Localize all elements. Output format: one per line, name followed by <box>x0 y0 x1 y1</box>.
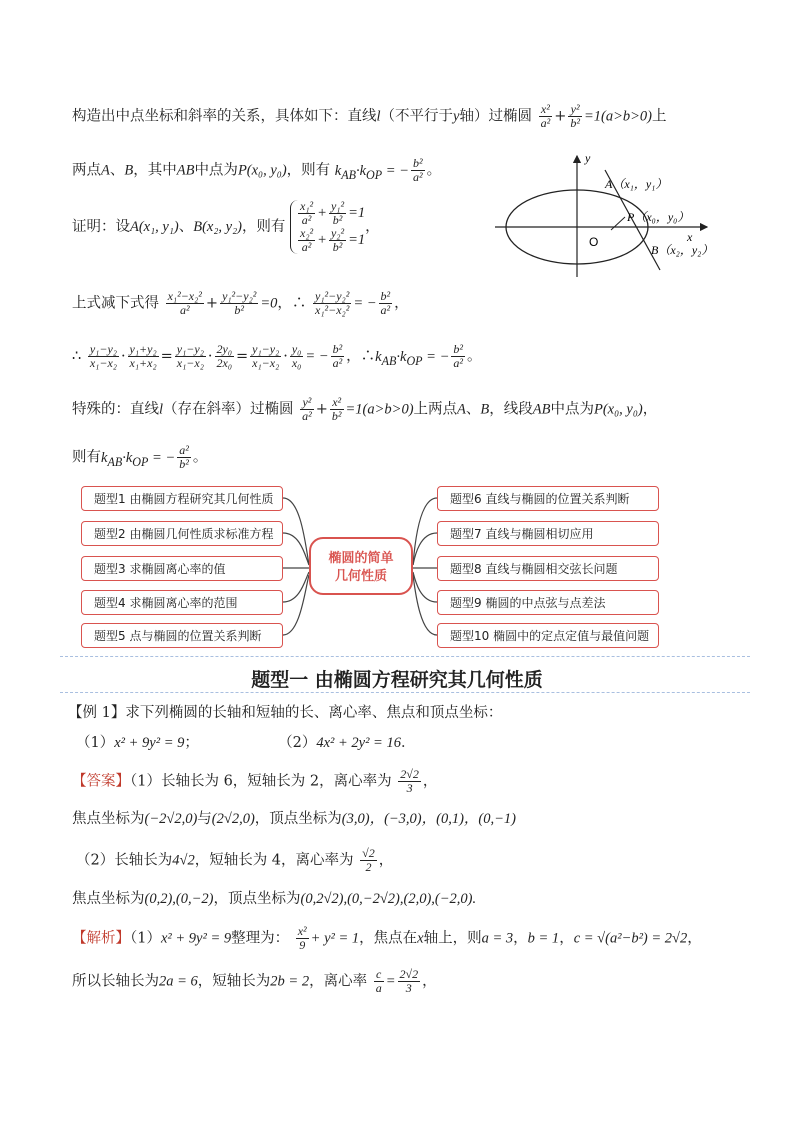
mindmap-left-3: 题型3 求椭圆离心率的值 <box>81 556 283 581</box>
mindmap-right-5: 题型10 椭圆中的定点定值与最值问题 <box>437 623 659 648</box>
mindmap-right-3: 题型8 直线与椭圆相交弦长问题 <box>437 556 659 581</box>
mindmap-center: 椭圆的简单 几何性质 <box>309 537 413 595</box>
graph-point-b: B（x₂，y₂） <box>651 243 714 257</box>
section-separator-top <box>60 656 750 657</box>
analysis-line-1: 【解析】（1）x² + 9y² = 9整理为： $\frac{\text{x²}}{9}$ + y² = 1，焦点在x轴上，则a = 3，b = 1，c = √(a²−b²) = 2√2， <box>72 924 702 952</box>
mindmap-right-4: 题型9 椭圆的中点弦与点差法 <box>437 590 659 615</box>
ellipse-graph <box>495 150 715 280</box>
intro-line-1: 构造出中点坐标和斜率的关系，具体如下：直线l（不平行于y轴）过椭圆 $\frac{\text{x²}}{\text{a²}}$ + $\frac{\text{y²}}{\text{b²}}$ =1(a>b>0)上 <box>72 102 667 130</box>
graph-point-a: A（x₁，y₁） <box>605 177 668 191</box>
graph-point-p: P（x₀，y₀） <box>627 210 690 224</box>
proof-line: 证明：设A(x₁, y₁)、B(x₂, y₂)，则有 $\frac{\text{x₁²}}{\text{a²}}$ + $\frac{\text{y₁²}}{\text{b²}}$ =1 $\frac{\text{x₂²}}{\text{a²}}$ + $\frac{\text{y₂²}}{\text{b²}}$ =1 ， <box>72 199 380 254</box>
mindmap-left-2: 题型2 由椭圆几何性质求标准方程 <box>81 521 283 546</box>
answer-line-2: 焦点坐标为(−2√2,0)与(2√2,0)，顶点坐标为(3,0)，(−3,0)，(0,1)，(0,−1) <box>72 811 516 827</box>
therefore-line: ∴ $\frac{\text{y₁−y₂}}{\text{x₁−x₂}}$ · $\frac{\text{y₁+y₂}}{\text{x₁+x₂}}$ = $\frac{\text{y₁−y₂}}{\text{x₁−x₂}}$ · $\frac{\text{2y₀}}{\text{2x₀}}$ = $\frac{\text{y₁−y₂}}{\text{x₁−x₂}}$ · $\frac{\text{y₀}}{\text{x₀}}$ = − $\frac{\text{b²}}{\text{a²}}$ ，$\therefore k_{AB}\cdot k_{OP}$ = − $\frac{\text{b²}}{\text{a²}}$ 。 <box>72 342 482 370</box>
mindmap-left-5: 题型5 点与椭圆的位置关系判断 <box>81 623 283 648</box>
mindmap-left-4: 题型4 求椭圆离心率的范围 <box>81 590 283 615</box>
mindmap-right-1: 题型6 直线与椭圆的位置关系判断 <box>437 486 659 511</box>
analysis-line-2: 所以长轴长为2a = 6，短轴长为2b = 2，离心率 $\frac{c}{a}$ = $\frac{2√2}{3}$ ， <box>72 967 437 995</box>
special-line: 特殊的：直线l（存在斜率）过椭圆 $\frac{\text{y²}}{\text{a²}}$ + $\frac{\text{x²}}{\text{b²}}$ =1(a>b>0)上两点A、B，线段AB中点为P(x₀, y₀)， <box>72 395 658 423</box>
answer-line-4: 焦点坐标为(0,2),(0,−2)，顶点坐标为(0,2√2),(0,−2√2),(2,0),(−2,0). <box>72 891 477 907</box>
graph-y-label: y <box>585 151 591 165</box>
mindmap-left-1: 题型1 由椭圆方程研究其几何性质 <box>81 486 283 511</box>
graph-x-label: x <box>687 230 693 244</box>
mindmap-right-2: 题型7 直线与椭圆相切应用 <box>437 521 659 546</box>
answer-line-3: （2）长轴长为4√2，短轴长为 4，离心率为 $\frac{√2}{2}$ ， <box>76 846 394 874</box>
subtract-line: 上式减下式得 $\frac{\text{x₁²−x₂²}}{\text{a²}}$ + $\frac{\text{y₁²−y₂²}}{\text{b²}}$ =0，∴ $\frac{\text{y₁²−y₂²}}{\text{x₁²−x₂²}}$ = − $\frac{\text{b²}}{\text{a²}}$ ， <box>72 289 409 317</box>
intro-line-2: 两点A、B，其中AB中点为P(x₀, y₀)，则有 $k_{AB}\cdot k_{OP}$ = − $\frac{\text{b²}}{\text{a²}}$ 。 <box>72 156 442 184</box>
example-label: 【例 1】求下列椭圆的长轴和短轴的长、离心率、焦点和顶点坐标： <box>68 705 503 721</box>
section-title: 题型一 由椭圆方程研究其几何性质 <box>251 669 543 691</box>
section-separator-bottom <box>60 692 750 693</box>
example-questions: （1）x² + 9y² = 9； （2）4x² + 2y² = 16． <box>76 735 416 751</box>
answer-line-1: 【答案】（1）长轴长为 6，短轴长为 2，离心率为 $\frac{2√2}{3}$ ， <box>72 767 438 795</box>
graph-origin: O <box>589 235 599 249</box>
last-line: 则有$k_{AB}\cdot k_{OP}$ = − $\frac{\text{a²}}{\text{b²}}$ 。 <box>72 443 208 471</box>
